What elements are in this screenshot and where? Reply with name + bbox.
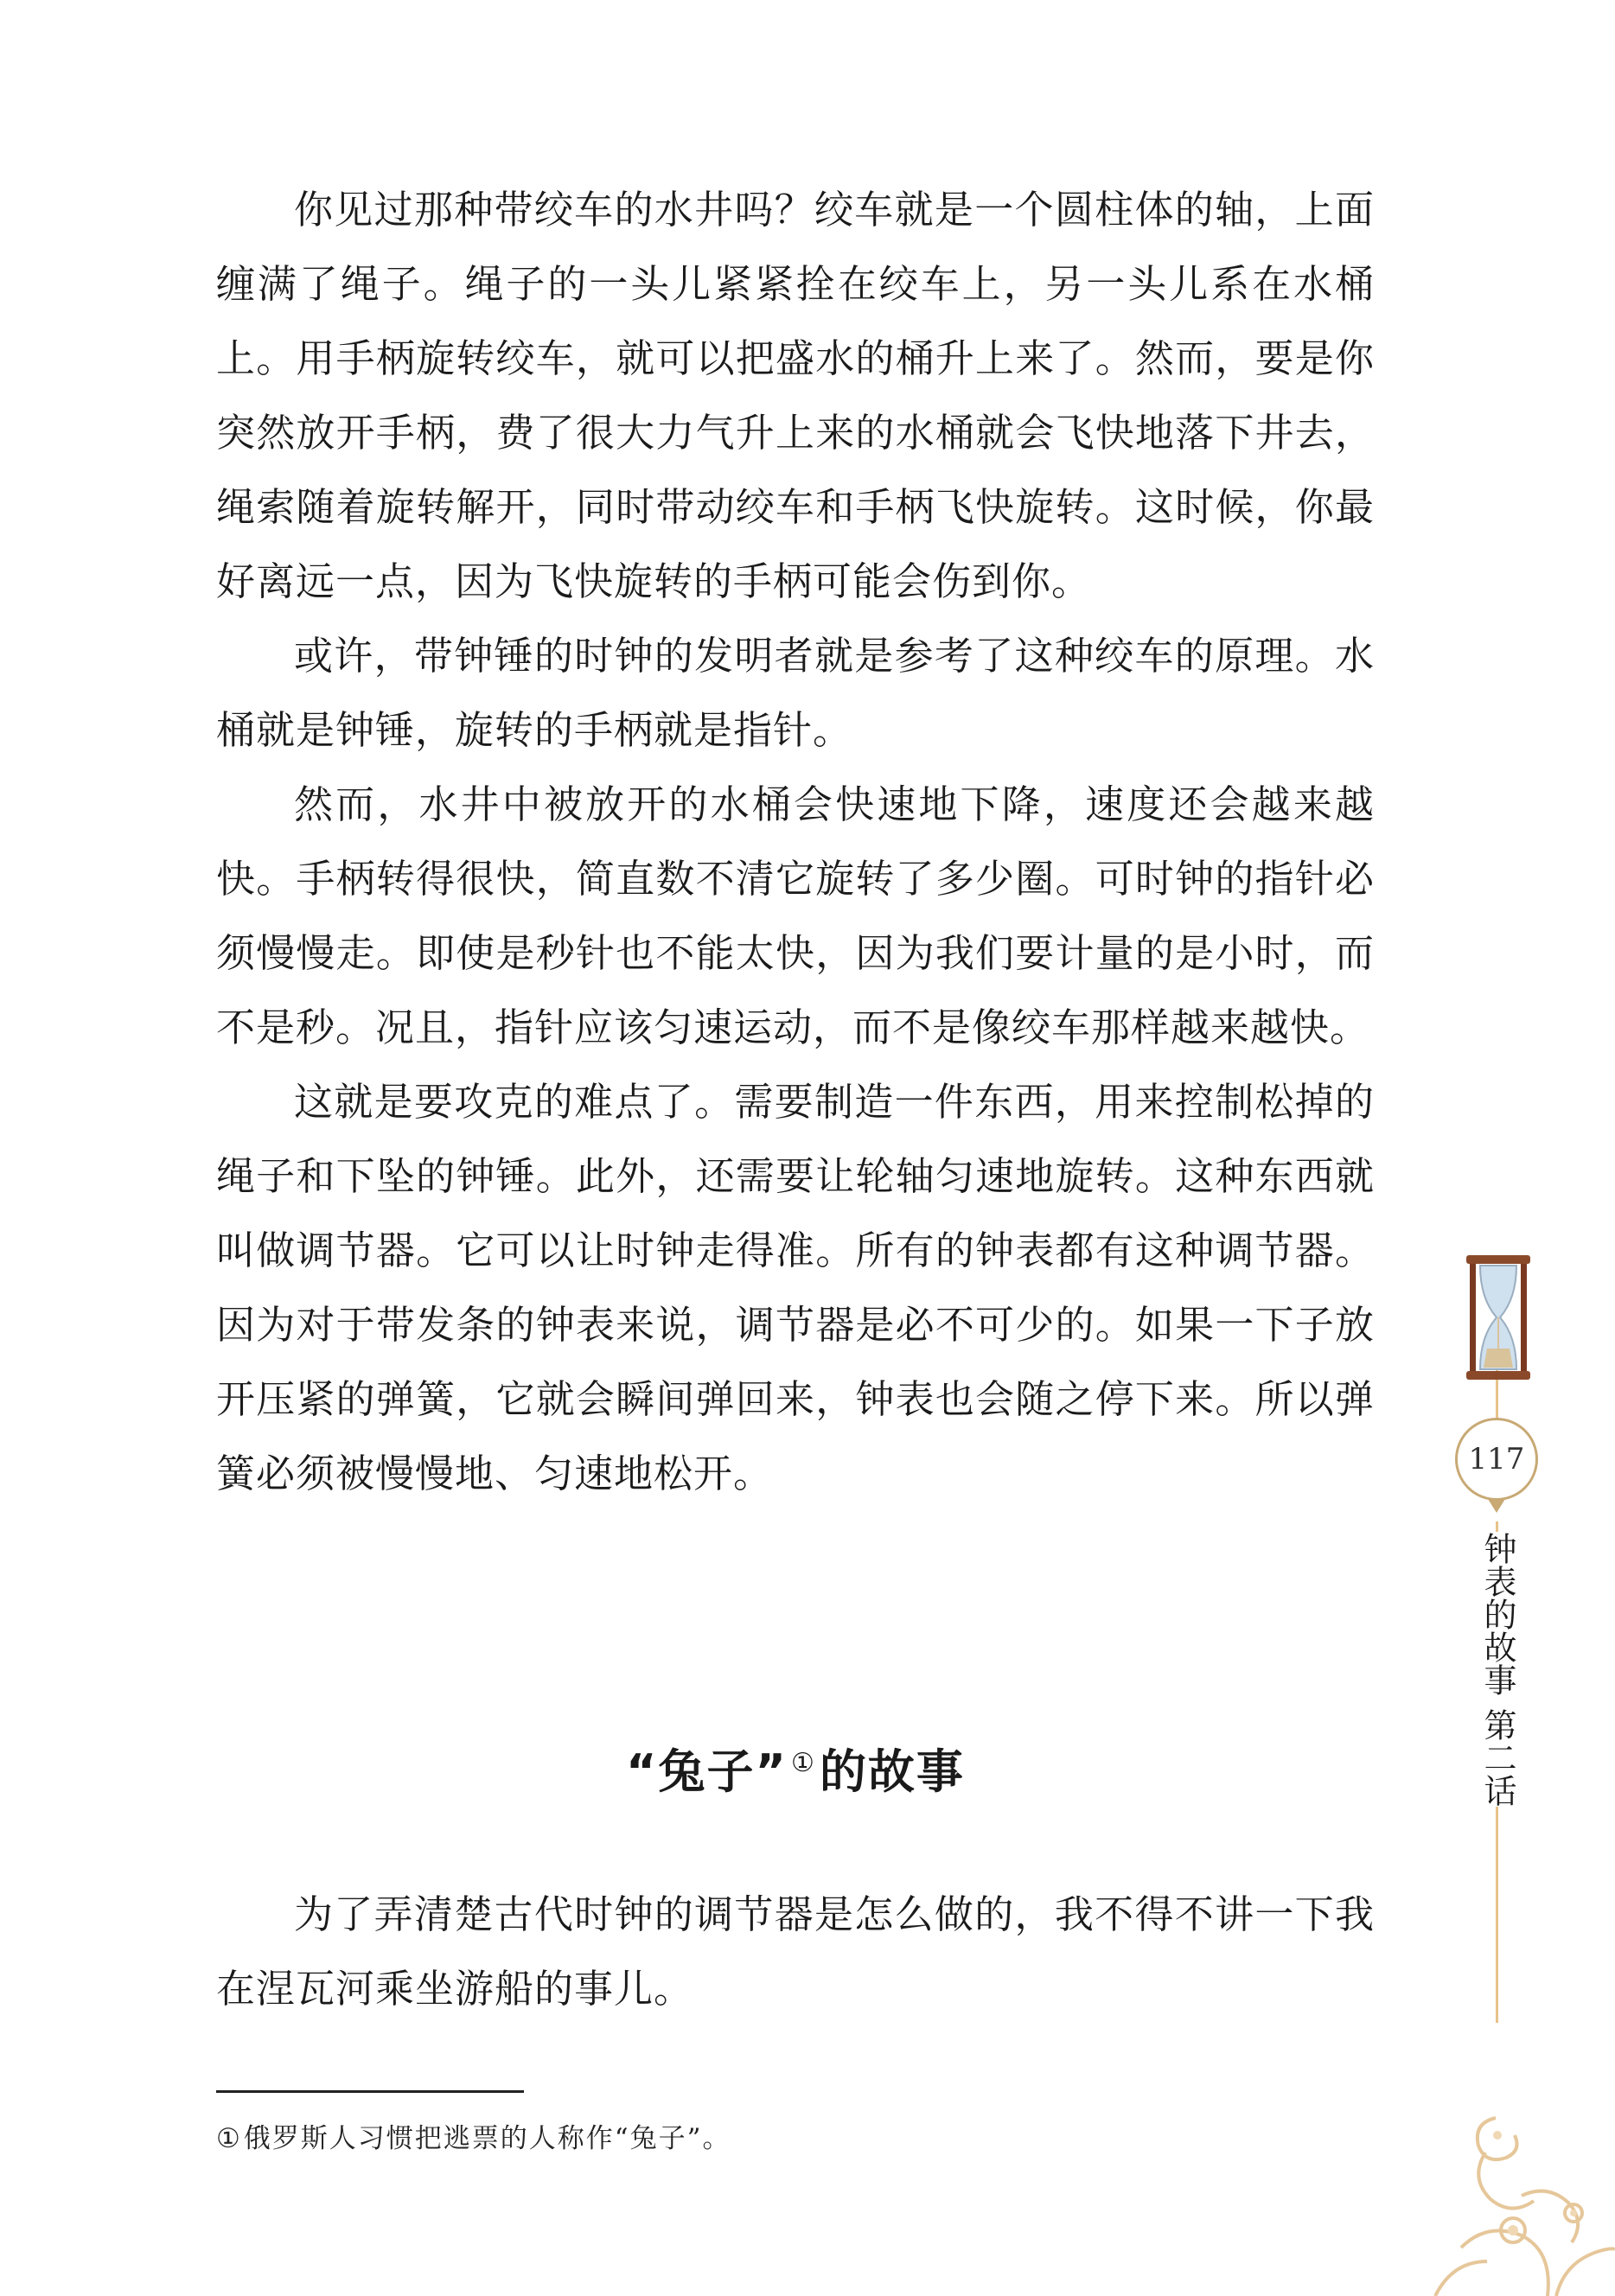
paragraph: 然而，水井中被放开的水桶会快速地下降，速度还会越来越快。手柄转得很快，简直数不清它旋转了多少圈。可时钟的指针必须慢慢走。即使是秒针也不能太快，因为我们要计量的是小时，而不是秒。况且，指针应该匀速运动，而不是像绞车那样越来越快。 <box>216 781 1375 1050</box>
paragraph: 为了弄清楚古代时钟的调节器是怎么做的，我不得不讲一下我在涅瓦河乘坐游船的事儿。 <box>216 1891 1375 2012</box>
footnote-reference[interactable]: ① <box>791 1748 816 1778</box>
hourglass-icon <box>1461 1253 1535 1381</box>
corner-ornament-icon <box>1383 2101 1615 2296</box>
page-number: 117 <box>1455 1418 1538 1501</box>
section-title-main: “兔子” <box>626 1744 788 1799</box>
footnote-marker: ① <box>216 2123 242 2154</box>
section-title <box>216 1733 1375 1802</box>
body-text <box>216 173 1375 1511</box>
section-title-rest: 的故事 <box>819 1744 965 1799</box>
footnote-divider <box>216 2090 524 2093</box>
page-number-pointer <box>1488 1499 1505 1513</box>
body-text-continued <box>216 1878 1375 2026</box>
paragraph: 这就是要攻克的难点了。需要制造一件东西，用来控制松掉的绳子和下坠的钟锤。此外，还需要让轮轴匀速地旋转。这种东西就叫做调节器。它可以让时钟走得准。所有的钟表都有这种调节器。因为对于带发条的钟表来说，调节器是必不可少的。如果一下子放开压紧的弹簧，它就会瞬间弹回来，钟表也会随之停下来。所以弹簧必须被慢慢地、匀速地松开。 <box>216 1079 1375 1496</box>
footnote-text: 俄罗斯人习惯把逃票的人称作“兔子”。 <box>243 2123 731 2154</box>
paragraph: 你见过那种带绞车的水井吗？绞车就是一个圆柱体的轴，上面缠满了绳子。绳子的一头儿紧紧拴在绞车上，另一头儿系在水桶上。用手柄旋转绞车，就可以把盛水的桶升上来了。然而，要是你突然放开手柄，费了很大力气升上来的水桶就会飞快地落下井去，绳索随着旋转解开，同时带动绞车和手柄飞快旋转。这时候，你最好离远一点，因为飞快旋转的手柄可能会伤到你。 <box>216 187 1375 604</box>
footnote <box>216 2120 731 2158</box>
book-title: 钟表的故事 <box>1478 1532 1516 1696</box>
paragraph: 或许，带钟锤的时钟的发明者就是参考了这种绞车的原理。水桶就是钟锤，旋转的手柄就是指针。 <box>216 633 1375 753</box>
chapter-label: 第二话 <box>1478 1708 1516 1807</box>
running-header <box>1471 1532 1523 1807</box>
